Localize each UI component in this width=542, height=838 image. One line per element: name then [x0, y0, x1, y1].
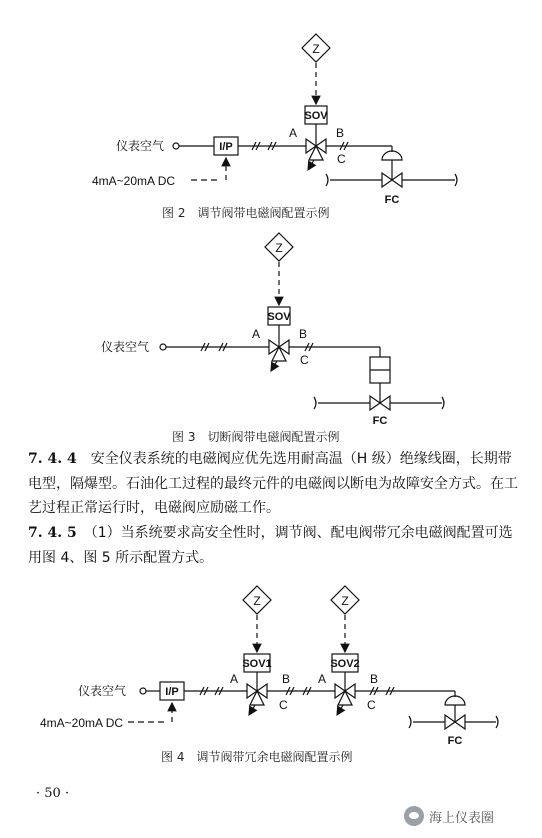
section-text: （1）当系统要求高安全性时，调节阀、配电阀带冗余电磁阀配置可选用图 4、图 5 所示配置方式。	[28, 525, 513, 566]
port-b-label-1: B	[282, 672, 291, 686]
figure-4-caption: 图 4 调节阀带冗余电磁阀配置示例	[161, 750, 353, 764]
shutoff-valve	[370, 396, 380, 410]
control-valve	[445, 715, 455, 729]
control-valve	[382, 173, 392, 187]
section-number: 7. 4. 5	[28, 525, 77, 541]
zone-label: Z	[312, 42, 320, 56]
sov1-label: SOV1	[242, 658, 272, 670]
port-c-label-1: C	[279, 698, 288, 712]
zone-label-1: Z	[253, 594, 261, 608]
signal-label: 4mA~20mA DC	[40, 716, 124, 730]
ip-label: I/P	[165, 686, 179, 698]
wechat-logo-icon	[404, 806, 424, 826]
port-a-label-1: A	[230, 672, 239, 686]
fc-label: FC	[372, 415, 388, 427]
sov-label: SOV	[304, 110, 328, 122]
sov2-label: SOV2	[330, 658, 360, 670]
port-a-label: A	[252, 327, 261, 341]
ip-label: I/P	[219, 141, 233, 153]
watermark-text: 海上仪表圈	[429, 810, 495, 826]
figure-3-caption: 图 3 切断阀带电磁阀配置示例	[172, 430, 340, 444]
port-a-label-2: A	[318, 672, 327, 686]
diaphragm-actuator	[382, 151, 402, 160]
port-b-label-2: B	[370, 672, 379, 686]
diaphragm-actuator	[445, 696, 465, 705]
sov-label: SOV	[267, 311, 291, 323]
paragraph-7-4-4	[28, 447, 518, 521]
fc-label: FC	[384, 194, 400, 206]
section-text: 安全仪表系统的电磁阀应优先选用耐高温（H 级）绝缘线圈，长期带电型，隔爆型。石油化工过程的最终元件的电磁阀以断电为故障安全方式。在工艺过程正常运行时，电磁阀应励磁工作。	[28, 451, 518, 516]
fc-label: FC	[447, 735, 463, 747]
solenoid-valve	[306, 139, 316, 153]
port-b-label: B	[336, 126, 345, 140]
figure-4	[128, 586, 498, 729]
air-label: 仪表空气	[116, 139, 165, 153]
zone-label: Z	[275, 241, 283, 255]
figure-3	[160, 233, 444, 410]
figure-2-caption: 图 2 调节阀带电磁阀配置示例	[162, 206, 330, 220]
signal-label: 4mA~20mA DC	[92, 174, 176, 188]
page-number: · 50 ·	[36, 786, 70, 801]
zone-label-2: Z	[341, 594, 349, 608]
port-a-label: A	[289, 126, 298, 140]
paragraph-7-4-5	[28, 521, 518, 570]
port-c-label: C	[337, 152, 346, 166]
solenoid-valve	[269, 340, 279, 354]
watermark	[404, 806, 494, 826]
port-b-label: B	[299, 327, 308, 341]
port-c-label: C	[300, 353, 309, 367]
solenoid-valve-1	[247, 684, 257, 698]
air-label: 仪表空气	[78, 684, 127, 698]
section-number: 7. 4. 4	[28, 451, 77, 467]
solenoid-valve-2	[335, 684, 345, 698]
air-label: 仪表空气	[101, 340, 150, 354]
port-c-label-2: C	[367, 698, 376, 712]
